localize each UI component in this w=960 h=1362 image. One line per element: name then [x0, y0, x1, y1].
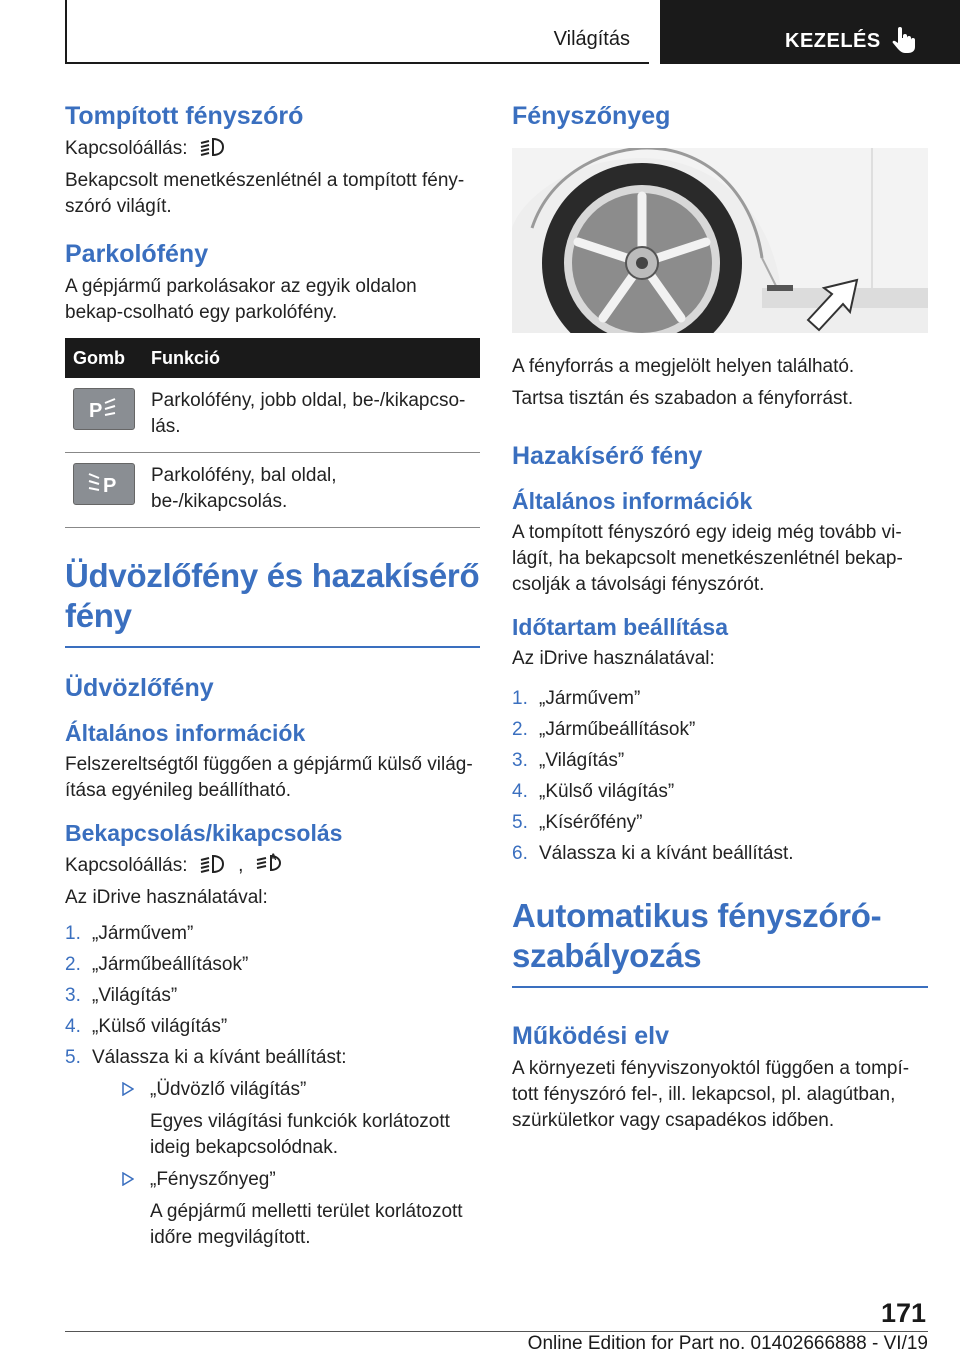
list-item: 1. „Járművem”	[65, 923, 194, 944]
list-item: 2. „Járműbeállítások”	[512, 719, 696, 740]
table-header-button: Gomb	[65, 338, 143, 378]
parking-light-table	[65, 338, 480, 528]
page-number: 171	[880, 1298, 926, 1328]
parking-light-left-icon	[73, 463, 135, 505]
low-beam-text: Bekapcsolt menetkészenlétnél a tompított fény-szóró világít.	[65, 170, 465, 217]
home-light-heading: Hazakísérő fény	[512, 442, 703, 470]
general-info-heading: Általános információk	[65, 720, 306, 746]
header-left-border	[65, 0, 67, 64]
switch-position-label: Kapcsolóállás:	[65, 855, 188, 876]
list-item: 5. „Kísérőfény”	[512, 812, 643, 833]
option-sub-list	[92, 1077, 480, 1251]
left-column	[65, 100, 480, 1257]
switch-separator: ,	[238, 855, 244, 876]
principle-text: A környezeti fényviszonyoktól függően a tompí-tott fényszóró fel-, ill. lekapcsol, pl. alagútban, szürkületkor vagy csapadékos időben.	[512, 1058, 910, 1131]
switch-position-label: Kapcsolóállás:	[65, 138, 188, 159]
list-item: 4. „Külső világítás”	[512, 781, 675, 802]
svg-text:P: P	[89, 400, 103, 421]
table-cell-function: Parkolófény, bal oldal, be-/kikapcsolás.	[143, 453, 480, 528]
idrive-intro: Az iDrive használatával:	[65, 887, 268, 908]
header-chapter-tab	[660, 0, 960, 64]
svg-text:P: P	[103, 475, 117, 496]
bullet-triangle-icon	[122, 1082, 134, 1096]
low-beam-switch-line	[65, 136, 480, 162]
header-rule	[65, 62, 649, 64]
svg-text:A: A	[269, 852, 277, 862]
on-off-switch-line	[65, 852, 480, 879]
sub-list-item: „Fényszőnyeg” A gépjármű melletti terület korlátozott időre megvilágított.	[92, 1167, 480, 1251]
automatic-headlight-icon	[255, 852, 283, 874]
wheel-light-source-illustration	[512, 148, 928, 333]
carpet-clean-text: Tartsa tisztán és szabadon a fényforrást.	[512, 388, 854, 409]
header-chapter-label: KEZELÉS	[785, 30, 881, 52]
duration-heading: Időtartam beállítása	[512, 614, 729, 640]
low-beam-heading: Tompított fényszóró	[65, 102, 304, 130]
left-steps-list	[65, 921, 480, 1251]
low-beam-icon	[199, 137, 225, 157]
table-row	[65, 378, 480, 453]
auto-headlight-chapter-heading: Automatikus fényszóró-szabályozás	[512, 897, 882, 974]
sub-list-item: „Üdvözlő világítás” Egyes világítási funkciók korlátozott ideig bekapcsolódnak.	[92, 1077, 480, 1161]
footer-rule	[65, 1331, 928, 1332]
parking-light-heading: Parkolófény	[65, 240, 209, 268]
parking-light-text: A gépjármű parkolásakor az egyik oldalon bekap-csolható egy parkolófény.	[65, 276, 417, 323]
right-column	[512, 100, 928, 1134]
edition-footer: Online Edition for Part no. 01402666888 - VI/19	[527, 1333, 928, 1354]
on-off-heading: Bekapcsolás/kikapcsolás	[65, 820, 343, 846]
list-item: 5. Válassza ki a kívánt beállítást: „Üdvözlő világítás” Egyes világítási funkciók korlátozott ideig bekapcsolódnak. „Fényszőnyeg” A gépjármű melletti terület korlátozott időre megvilágított.	[65, 1045, 480, 1251]
right-steps-list	[512, 686, 928, 867]
list-item: 2. „Járműbeállítások”	[65, 954, 249, 975]
list-item: 3. „Világítás”	[65, 985, 178, 1006]
light-carpet-heading: Fényszőnyeg	[512, 102, 671, 130]
general-info-text: Felszereltségtől függően a gépjármű külső világ-ítása egyénileg beállítható.	[65, 754, 473, 801]
list-item: 6. Válassza ki a kívánt beállítást.	[512, 843, 794, 864]
parking-light-right-icon	[73, 388, 135, 430]
header-section-title: Világítás	[553, 28, 630, 50]
list-item: 1. „Járművem”	[512, 688, 641, 709]
general-info-heading: Általános információk	[512, 488, 753, 514]
principle-heading: Működési elv	[512, 1022, 669, 1050]
table-header-function: Funkció	[143, 338, 480, 378]
list-item: 3. „Világítás”	[512, 750, 625, 771]
general-info-text: A tompított fényszóró egy ideig még tovább vi-lágít, ha bekapcsolt menetkészenlétnél bekap-csolják a távolsági fényszórót.	[512, 522, 903, 595]
table-cell-function: Parkolófény, jobb oldal, be-/kikapcso-lás.	[143, 378, 480, 453]
table-row	[65, 453, 480, 528]
welcome-light-heading: Üdvözlőfény	[65, 674, 214, 702]
carpet-location-text: A fényforrás a megjelölt helyen található.	[512, 356, 855, 377]
idrive-intro: Az iDrive használatával:	[512, 648, 715, 669]
bullet-triangle-icon	[122, 1172, 134, 1186]
pointing-hand-icon	[892, 26, 918, 54]
list-item: 4. „Külső világítás”	[65, 1016, 228, 1037]
welcome-chapter-heading: Üdvözlőfény és hazakísérő fény	[65, 557, 480, 634]
low-beam-icon	[199, 854, 225, 874]
